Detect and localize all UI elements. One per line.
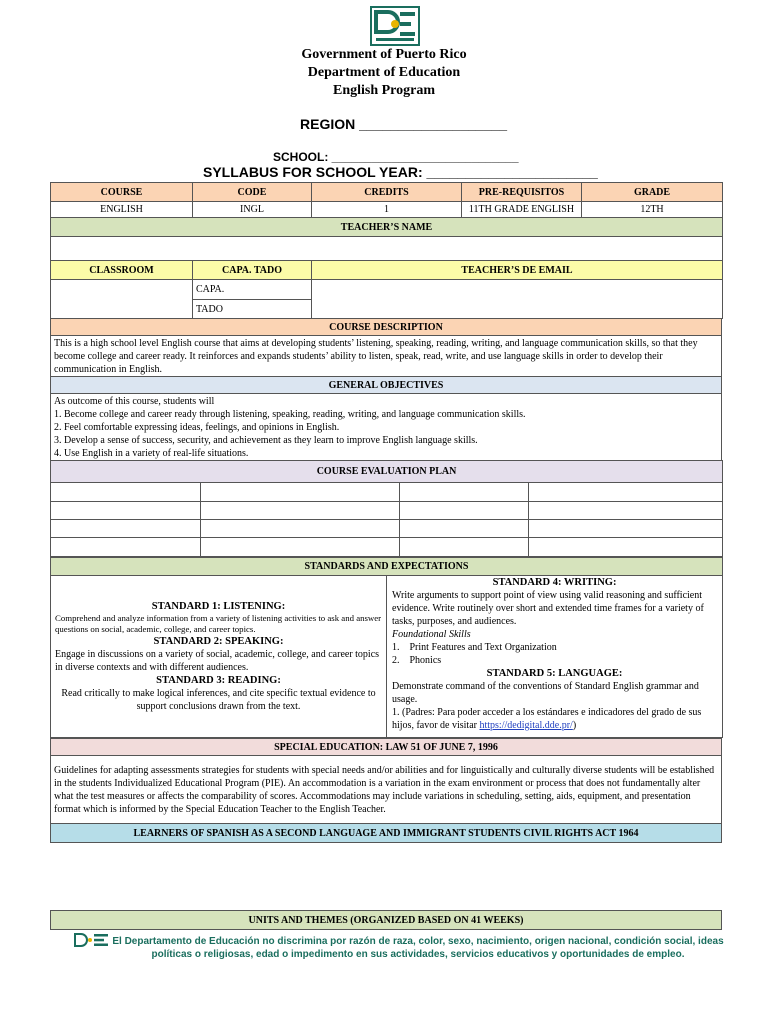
parents-note-text: 1. (Padres: Para poder acceder a los estándares e indicadores del grado de sus hijos, favor de visitar [392, 707, 702, 731]
course-description-title: COURSE DESCRIPTION [51, 319, 722, 336]
dedigital-link[interactable]: https://dedigital.dde.pr/ [479, 720, 573, 731]
eval-cell[interactable] [529, 502, 723, 520]
cell-prerequisites: 11TH GRADE ENGLISH [462, 202, 582, 218]
col-header-code: CODE [193, 183, 312, 202]
col-header-prerequisites: PRE-REQUISITOS [462, 183, 582, 202]
standard-5-title: STANDARD 5: LANGUAGE: [486, 668, 623, 679]
col-header-grade: GRADE [582, 183, 723, 202]
objective-item: 1. Become college and career ready through listening, speaking, reading, writing, and language communication skills. [54, 408, 526, 420]
eval-cell[interactable] [400, 520, 529, 538]
standard-1-title: STANDARD 1: LISTENING: [151, 601, 286, 612]
general-objectives-body [51, 394, 722, 461]
table-row [51, 202, 723, 218]
foundational-item-1: 1. Print Features and Text Organization [392, 642, 557, 653]
course-info-table [50, 182, 723, 262]
eval-cell[interactable] [51, 520, 201, 538]
non-discrimination-footer: El Departamento de Educación no discrimina por razón de raza, color, sexo, nacimiento, origen nacional, condición social, ideas políticas o religiosas, edad o impedimento en sus actividades, servicios educativos y oportunidades de empleo. [112, 936, 724, 960]
header-line-3: English Program [332, 83, 436, 98]
teacher-email-cell[interactable] [312, 280, 723, 319]
standard-4-title: STANDARD 4: WRITING: [492, 577, 617, 588]
standard-4-text: Write arguments to support point of view using valid reasoning and sufficient evidence. Write routinely over short and extended time frames for a variety of tasks, purposes, and audiences. [392, 590, 704, 627]
course-description-table [50, 318, 722, 377]
learners-title: LEARNERS OF SPANISH AS A SECOND LANGUAGE AND IMMIGRANT STUDENTS CIVIL RIGHTS ACT 1964 [51, 824, 722, 843]
units-title: UNITS AND THEMES (ORGANIZED BASED ON 41 WEEKS) [51, 911, 722, 930]
eval-cell[interactable] [400, 538, 529, 557]
school-field: SCHOOL: ____________________________ [273, 150, 519, 164]
evaluation-plan-title: COURSE EVALUATION PLAN [51, 461, 723, 483]
standard-2-text: Engage in discussions on a variety of social, academic, college, and career topics in diverse contexts and with different audiences. [55, 649, 380, 673]
objectives-intro: As outcome of this course, students will [54, 395, 215, 407]
special-education-text: Guidelines for adapting assessments strategies for students with special needs and/or abilities and for linguistically and culturally diverse students will be established in the students Individualized Educational Program (PIE). An accommodation is a variation in the exam environment or process that does not fundamentally alter what the test measures or affects the comparability of scores. Accommodations may include variations in scheduling, setting, aids, equipment, and presentation format which is informed by the Special Education Teacher to the English Teacher. [51, 756, 722, 824]
cell-code: INGL [193, 202, 312, 218]
eval-cell[interactable] [201, 502, 400, 520]
objective-item: 2. Feel comfortable expressing ideas, feelings, and opinions in English. [54, 421, 340, 433]
foundational-item-2: 2. Phonics [392, 655, 442, 666]
objective-item: 4. Use English in a variety of real-life situations. [54, 447, 249, 459]
evaluation-plan-table [50, 460, 723, 557]
header-line-2: Department of Education [307, 65, 461, 80]
header-title [0, 46, 768, 100]
special-education-title: SPECIAL EDUCATION: LAW 51 OF JUNE 7, 1996 [51, 739, 722, 756]
course-description-text: This is a high school level English course that aims at developing students’ listening, speaking, reading, writing, and language communication skills, so that they become college and career ready. It reinforces and expands students’ ability to listen, speak, read, write, and use language skills in order to develop their communication in English. [51, 336, 722, 377]
foundational-skills-label: Foundational Skills [392, 629, 471, 640]
cell-grade: 12TH [582, 202, 723, 218]
standards-title: STANDARDS AND EXPECTATIONS [51, 558, 723, 576]
capa-cell: CAPA. [193, 280, 312, 300]
de-logo-icon [370, 6, 420, 46]
eval-cell[interactable] [529, 483, 723, 502]
tado-cell: TADO [193, 300, 312, 319]
standard-2-title: STANDARD 2: SPEAKING: [153, 636, 284, 647]
general-objectives-table [50, 376, 722, 461]
standard-5-text: Demonstrate command of the conventions of Standard English grammar and usage. [392, 681, 699, 705]
school-year-field: SYLLABUS FOR SCHOOL YEAR: ______________________ [203, 164, 598, 180]
standards-table [50, 557, 723, 738]
standards-right-column [387, 576, 723, 738]
eval-cell[interactable] [51, 483, 201, 502]
classroom-header: CLASSROOM [51, 261, 193, 280]
standards-left-column [51, 576, 387, 738]
cell-course: ENGLISH [51, 202, 193, 218]
eval-cell[interactable] [201, 520, 400, 538]
eval-cell[interactable] [201, 538, 400, 557]
eval-cell[interactable] [51, 538, 201, 557]
units-table [50, 910, 722, 930]
eval-cell[interactable] [400, 502, 529, 520]
eval-cell[interactable] [201, 483, 400, 502]
col-header-course: COURSE [51, 183, 193, 202]
special-education-table [50, 738, 722, 843]
region-field: REGION ___________________ [300, 116, 508, 132]
teacher-name-cell[interactable] [51, 237, 723, 262]
eval-cell[interactable] [51, 502, 201, 520]
general-objectives-title: GENERAL OBJECTIVES [51, 377, 722, 394]
header-line-1: Government of Puerto Rico [301, 47, 467, 62]
teacher-name-header: TEACHER’S NAME [51, 218, 723, 237]
eval-cell[interactable] [400, 483, 529, 502]
parents-note [392, 706, 717, 732]
parents-note-close: ) [572, 720, 577, 731]
cell-credits: 1 [312, 202, 462, 218]
eval-cell[interactable] [529, 538, 723, 557]
col-header-credits: CREDITS [312, 183, 462, 202]
capa-tado-header: CAPA. TADO [193, 261, 312, 280]
standard-1-text: Comprehend and analyze information from a variety of listening activities to ask and answer questions on social, academic, college, and career topics. [55, 613, 382, 634]
objective-item: 3. Develop a sense of success, security, and achievement as they learn to improve English language skills. [54, 434, 478, 446]
standard-3-title: STANDARD 3: READING: [156, 675, 281, 686]
classroom-table [50, 260, 723, 319]
teacher-email-header: TEACHER’S DE EMAIL [312, 261, 723, 280]
standard-3-text: Read critically to make logical inferences, and cite specific textual evidence to support conclusions drawn from the text. [61, 688, 376, 712]
classroom-cell[interactable] [51, 280, 193, 319]
de-footer-logo-icon [74, 933, 110, 947]
eval-cell[interactable] [529, 520, 723, 538]
